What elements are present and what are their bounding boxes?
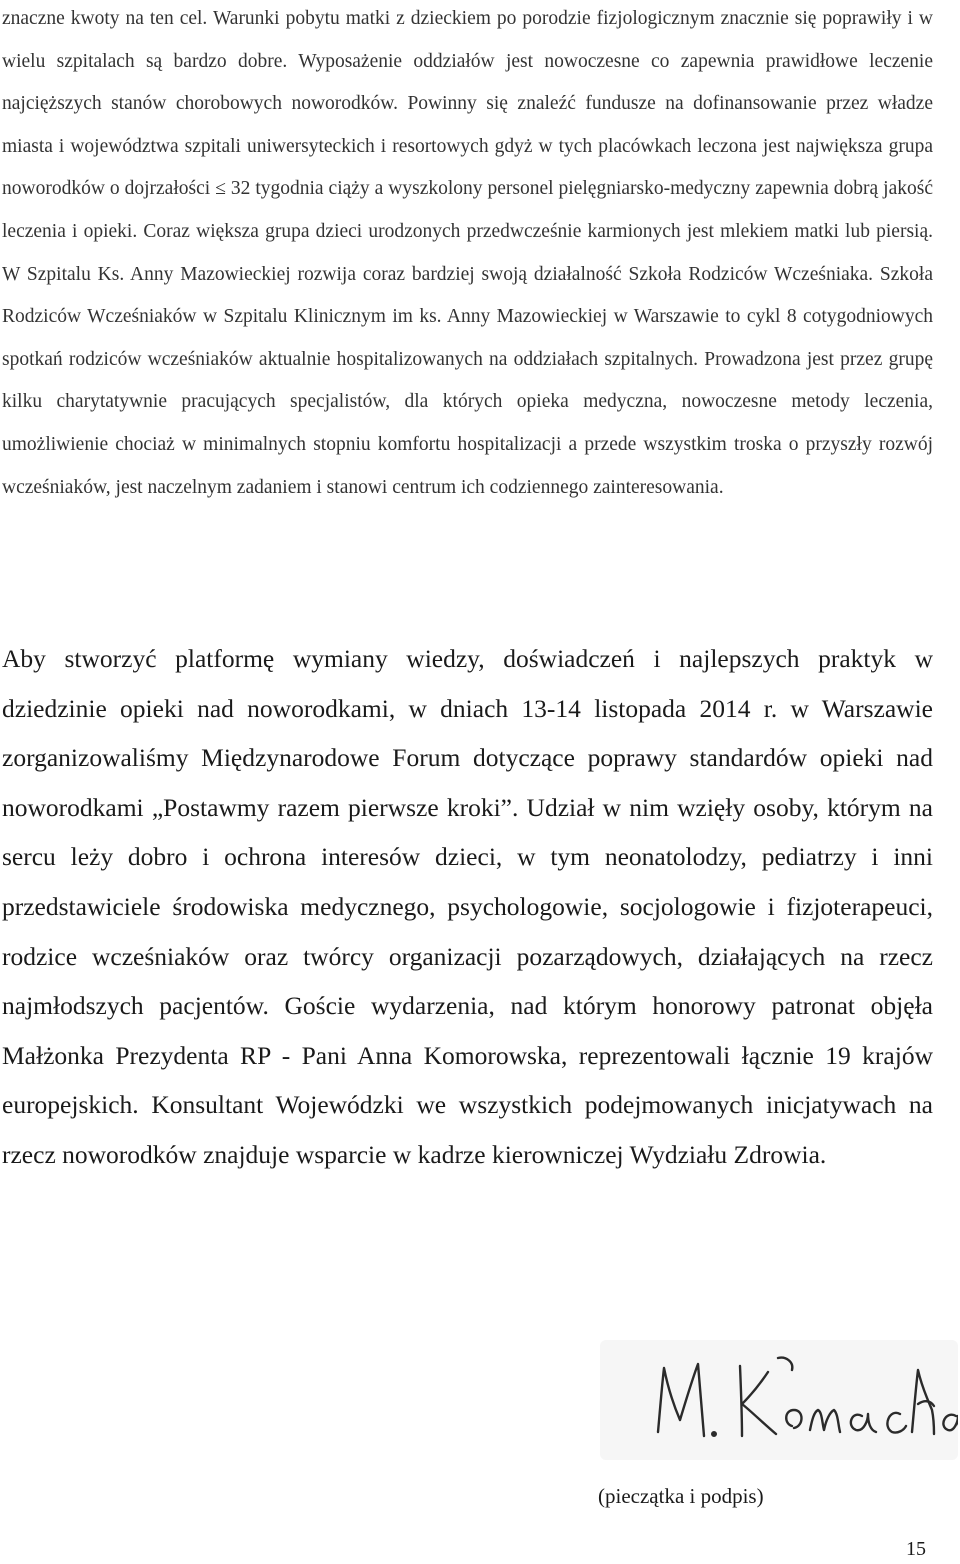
paragraph-text-part-1: znaczne kwoty na ten cel. Warunki pobytu matki z dzieckiem po porodzie fizjologicznym znacznie się poprawiły i w wielu szpitalach są bardzo dobre. Wyposażenie oddziałów jest nowoczesne co zapewnia prawidłowe leczenie najcięższych stanów chorobowych noworodków. Powinny się znaleźć fundusze na dofinansowanie przez władze miasta i województwa szpitali uniwersyteckich i resortowych gdyż w tych placówkach leczona jest największa grupa noworodków o dojrzałości [2, 8, 933, 200]
less-or-equal-symbol: ≤ [215, 178, 226, 200]
handwritten-signature [600, 1340, 958, 1460]
body-paragraph-small [2, 0, 933, 509]
stamp-and-signature-label: (pieczątka i podpis) [598, 1484, 764, 1508]
signature-drawing [600, 1340, 958, 1460]
body-paragraph-large: Aby stworzyć platformę wymiany wiedzy, doświadczeń i najlepszych praktyk w dziedzinie opieki nad noworodkami, w dniach 13-14 listopada 2014 r. w Warszawie zorganizowaliśmy Międzynarodowe Forum dotyczące poprawy standardów opieki nad noworodkami „Postawmy razem pierwsze kroki”. Udział w nim wzięły osoby, którym na sercu leży dobro i ochrona interesów dzieci, w tym neonatolodzy, pediatrzy i inni przedstawiciele środowiska medycznego, psychologowie, socjologowie i fizjoterapeuci, rodzice wcześniaków oraz twórcy organizacji pozarządowych, działających na rzecz najmłodszych pacjentów. Goście wydarzenia, nad którym honorowy patronat objęła Małżonka Prezydenta RP - Pani Anna Komorowska, reprezentowali łącznie 19 krajów europejskich. Konsultant Wojewódzki we wszystkich podejmowanych inicjatywach na rzecz noworodków znajduje wsparcie w kadrze kierowniczej Wydziału Zdrowia. [2, 644, 933, 1169]
page-number: 15 [906, 1538, 926, 1560]
paragraph-text-part-2: 32 tygodnia ciąży a wyszkolony personel pielęgniarsko-medyczny zapewnia dobrą jakość leczenia i opieki. Coraz większa grupa dzieci urodzonych przedwcześnie karmionych jest mlekiem matki lub piersią. W Szpitalu Ks. Anny Mazowieckiej rozwija coraz bardziej swoją działalność Szkoła Rodziców Wcześniaka. Szkoła Rodziców Wcześniaków w Szpitalu Klinicznym im ks. Anny Mazowieckiej w Warszawie to cykl 8 cotygodniowych spotkań rodziców wcześniaków aktualnie hospitalizowanych na oddziałach szpitalnych. Prowadzona jest przez grupę kilku charytatywnie pracujących specjalistów, dla których opieka medyczna, nowoczesne metody leczenia, umożliwienie chociaż w minimalnych stopniu komfortu hospitalizacji a przede wszystkim troska o przyszły rozwój wcześniaków, jest naczelnym zadaniem i stanowi centrum ich codziennego zainteresowania. [2, 178, 933, 498]
